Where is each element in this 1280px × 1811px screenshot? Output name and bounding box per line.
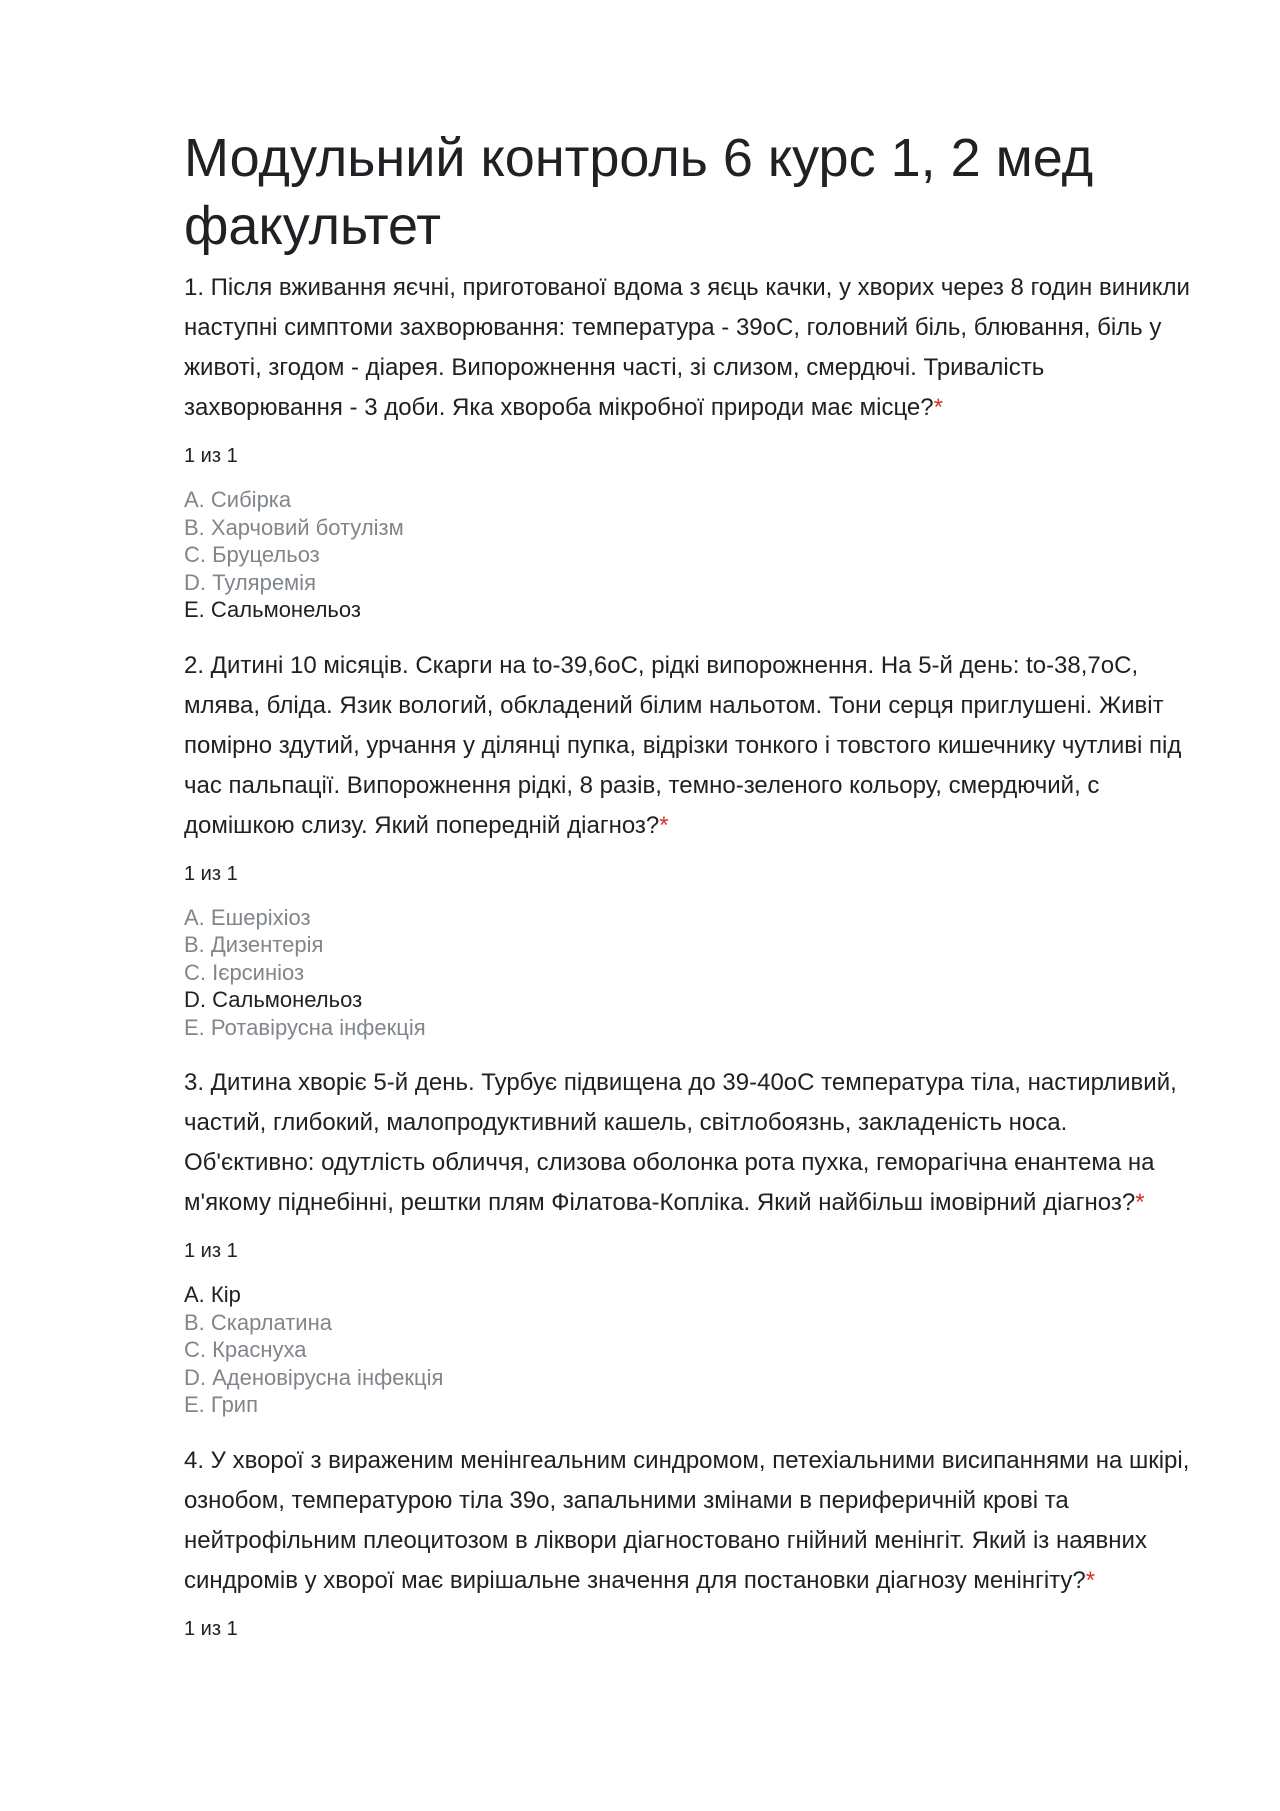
answer-option: D. Туляремія xyxy=(184,569,316,595)
question-text-body: 2. Дитині 10 місяців. Скарги на to-39,6оС, рідкі випорожнення. На 5-й день: to-38,7оС, млява, бліда. Язик вологий, обкладений білим нальотом. Тони серця приглушені. Живіт помірно здутий, урчання у ділянці пупка, відрізки тонкого і товстого кишечнику чутливі під час пальпації. Випорожнення рідкі, 8 разів, темно-зеленого кольору, смердючий, с домішкою слизу. Який попередній діагноз? xyxy=(184,651,1182,839)
question-text xyxy=(184,1063,1194,1223)
question-score: 1 из 1 xyxy=(184,445,238,467)
answer-options xyxy=(184,1281,1194,1419)
answer-options xyxy=(184,486,1194,624)
answer-options xyxy=(184,904,1194,1042)
question-2 xyxy=(184,646,1194,1042)
answer-option: B. Харчовий ботулізм xyxy=(184,514,404,540)
answer-option-correct: E. Сальмонельоз xyxy=(184,597,361,622)
answer-option: A. Сибірка xyxy=(184,487,292,512)
answer-option: E. Грип xyxy=(184,1392,259,1417)
answer-option: B. Дизентерія xyxy=(184,932,324,957)
question-score: 1 из 1 xyxy=(184,1617,238,1640)
page-title: Модульний контроль 6 курс 1, 2 мед факультет xyxy=(184,128,1094,256)
answer-option: A. Ешеріхіоз xyxy=(184,904,311,930)
question-1 xyxy=(184,268,1194,624)
required-asterisk: * xyxy=(933,394,943,421)
answer-option: C. Бруцельоз xyxy=(184,542,320,567)
answer-option: C. Ієрсиніоз xyxy=(184,959,305,985)
answer-option: C. Краснуха xyxy=(184,1337,307,1362)
question-text xyxy=(184,268,1194,428)
answer-option: D. Аденовірусна інфекція xyxy=(184,1364,444,1390)
question-text-body: 1. Після вживання яєчні, приготованої вдома з яєць качки, у хворих через 8 годин виникли наступні симптоми захворювання: температура - 39оС, головний біль, блювання, біль у животі, згодом - діарея. Випорожнення часті, зі слизом, смердючі. Тривалість захворювання - 3 доби. Яка хвороба мікробної природи має місце? xyxy=(184,274,1190,421)
question-text xyxy=(184,646,1194,846)
question-3 xyxy=(184,1063,1194,1419)
question-text-body: 3. Дитина хворіє 5-й день. Турбує підвищена до 39-40оС температура тіла, настирливий, частий, глибокий, малопродуктивний кашель, світлобоязнь, закладеність носа. Об'єктивно: одутлість обличчя, слизова оболонка рота пухка, геморагічна енантема на м'якому піднебінні, рештки плям Філатова-Копліка. Який найбільш імовірний діагноз? xyxy=(184,1069,1177,1216)
answer-option: B. Скарлатина xyxy=(184,1309,332,1335)
answer-option-correct: D. Сальмонельоз xyxy=(184,987,363,1012)
question-score: 1 из 1 xyxy=(184,1240,238,1262)
question-score: 1 из 1 xyxy=(184,862,238,885)
required-asterisk: * xyxy=(1085,1566,1096,1594)
document-page xyxy=(184,124,1194,1665)
required-asterisk: * xyxy=(1135,1189,1145,1216)
question-text xyxy=(184,1441,1194,1601)
question-4 xyxy=(184,1441,1194,1643)
answer-option-correct: A. Кір xyxy=(184,1282,241,1307)
question-text-body: 4. У хворої з вираженим менінгеальним синдромом, петехіальними висипаннями на шкірі, ознобом, температурою тіла 39о, запальними змінами в периферичній крові та нейтрофільним плеоцитозом в ліквори діагностовано гнійний менінгіт. Який із наявних синдромів у хворої має вирішальне значення для постановки діагнозу менінгіту? xyxy=(184,1446,1190,1594)
answer-option: E. Ротавірусна інфекція xyxy=(184,1014,426,1040)
required-asterisk: * xyxy=(659,811,669,839)
